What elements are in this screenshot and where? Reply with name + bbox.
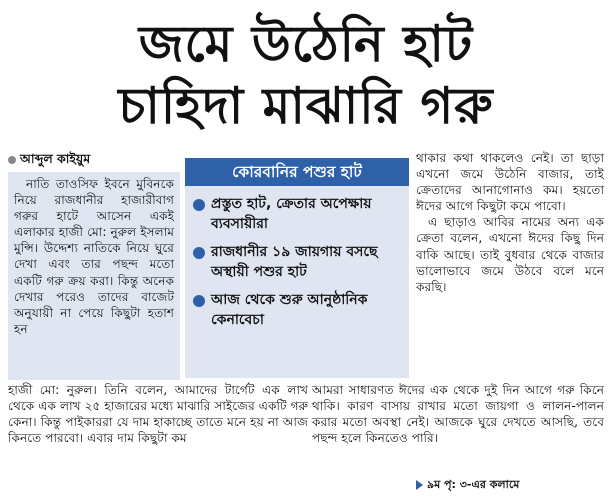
sidebar-box (185, 158, 409, 378)
bullet-dot-icon (8, 156, 16, 164)
sidebar-point-text: রাজধানীর ১৯ জায়গায় বসছে অস্থায়ী পশুর হাট (211, 244, 378, 280)
continued-note (416, 476, 519, 495)
article-paragraph: হাজী মো: নুরুল। তিনি বলেন, আমাদের টার্গেট এক লাখ থেকে এক লাখ ২৫ হাজারের মধ্যে মাঝারি সাইজের একটি গরু কেনা। কিন্তু পাইকাররা যে দাম হাকাচ্ছে তাতে মনে হয় না আজ কিনতে পারবো। এবার দাম কিছুটা কম (8, 383, 308, 446)
article-paragraph: এ ছাড়াও আবির নামের অন্য এক ক্রেতা বলেন, এখনো ঈদের কিছু দিন বাকি আছে। তাই বুধবার থেকে বাজার ভালোভাবে জমে উঠবে বলে মনে করছি। (416, 215, 604, 294)
article-paragraph: নাতি তাওসিফ ইবনে মুবিনকে নিয়ে রাজধানীর হাজারীবাগ গরুর হাটে আসেন একই এলাকার হাজী মো: নুরুল ইসলাম মুন্সি। উদ্দেশ্য নাতিকে নিয়ে ঘুরে দেখা এবং তার পছন্দ মতো একটি গরু ক্রয় করা। কিন্তু অনেক দেখার পরেও তাদের বাজেট অনুযায়ী না পেয়ে কিছুটা হতাশ হন (14, 177, 174, 336)
sidebar-point (193, 290, 403, 330)
headline-line-2: চাহিদা মাঝারি গরু (118, 77, 494, 135)
bullet-circle-icon (193, 295, 205, 307)
article-column-b (8, 380, 308, 494)
article-column-d (416, 150, 604, 380)
continued-text: ৯ম পৃ: ৩-এর কলামে (427, 478, 520, 491)
sidebar-title: কোরবানির পশুর হাট (185, 158, 409, 186)
sidebar-point (193, 194, 403, 234)
headline-line-1: জমে উঠেনি হাট (138, 15, 474, 73)
arrow-right-icon (416, 480, 423, 490)
bullet-circle-icon (193, 247, 205, 259)
sidebar-point-text: প্রস্তুত হাট, ক্রেতার অপেক্ষায় ব্যবসায়ীরা (211, 196, 372, 232)
byline (8, 151, 90, 167)
article-paragraph: থাকার কথা থাকলেও নেই। তা ছাড়া এখনো জমে উঠেনি বাজার, তাই ক্রেতাদের আনাগোনাও কম। হয়তো ঈদের আগে কিছুটা কমে পাবো। (416, 151, 604, 214)
article-paragraph: আমরা সাধারণত ঈদের এক থেকে দুই দিন আগে গরু কিনে থাকি। কারণ বাসায় রাখার মতো জায়গা ও লালন-পালন করার মতো অবস্থা নেই। আজকে ঘুরে দেখতে আসছি, তবে পছন্দ হলে কিনতেও পারি। (312, 383, 604, 446)
bullet-circle-icon (193, 199, 205, 211)
sidebar-point (193, 242, 403, 282)
article-column-a (8, 172, 180, 380)
sidebar-point-text: আজ থেকে শুরু আনুষ্ঠানিক কেনাবেচা (211, 292, 368, 328)
byline-author: আব্দুল কাইয়ুম (20, 151, 91, 166)
